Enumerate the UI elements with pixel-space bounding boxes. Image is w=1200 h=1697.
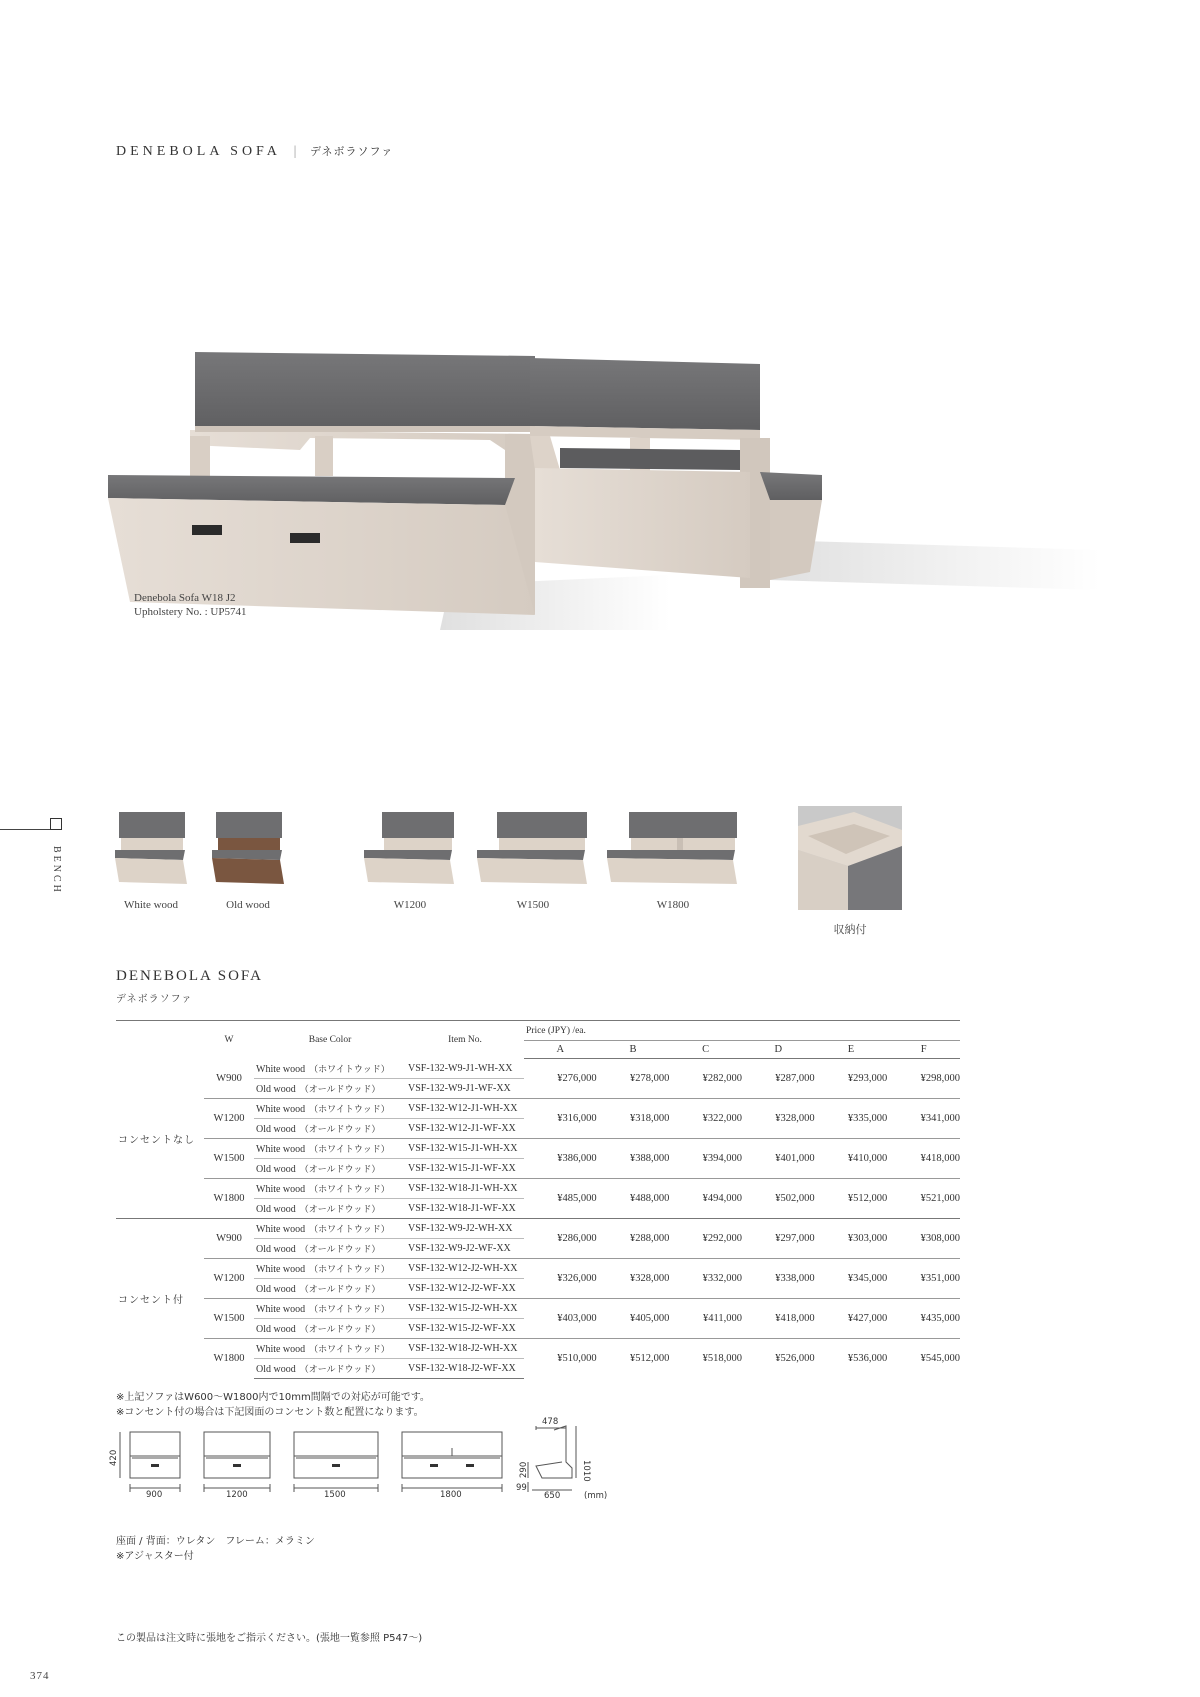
page-number: 374 <box>30 1670 50 1682</box>
base-color-cell <box>254 1179 406 1199</box>
price-cell: ¥512,000 <box>815 1179 888 1219</box>
base-color-en: White wood <box>256 1224 306 1235</box>
item-no-cell: VSF-132-W12-J1-WH-XX <box>406 1099 524 1119</box>
variant-old-wood-image <box>212 808 284 888</box>
variant-w1800 <box>607 808 739 911</box>
price-cell: ¥526,000 <box>742 1339 815 1379</box>
item-no-cell: VSF-132-W9-J2-WF-XX <box>406 1239 524 1259</box>
header-grade-b: B <box>597 1041 670 1059</box>
width-cell: W900 <box>216 1072 242 1084</box>
spec-notes <box>116 1534 315 1564</box>
price-cell: ¥403,000 <box>524 1299 597 1339</box>
price-cell: ¥345,000 <box>815 1259 888 1299</box>
variant-storage-image <box>798 806 902 910</box>
width-cell: W1200 <box>204 1259 254 1299</box>
group-label: コンセントなし <box>118 1134 195 1146</box>
width-cell: W1500 <box>204 1299 254 1339</box>
price-cell: ¥316,000 <box>524 1099 597 1139</box>
base-color-jp: （ホワイトウッド） <box>309 1305 390 1315</box>
variant-old-wood <box>212 808 284 911</box>
spec-materials: 座面 / 背面：ウレタン フレーム：メラミン <box>116 1536 315 1547</box>
item-no-cell: VSF-132-W9-J1-WF-XX <box>406 1079 524 1099</box>
price-table-body <box>116 1059 960 1379</box>
item-no-cell: VSF-132-W15-J2-WH-XX <box>406 1299 524 1319</box>
base-color-en: White wood <box>256 1144 306 1155</box>
side-category-tab <box>0 812 66 912</box>
variant-white-wood-image <box>115 808 187 888</box>
header-price: Price (JPY) /ea. <box>524 1021 960 1041</box>
variant-w1800-image <box>607 808 739 888</box>
price-cell: ¥510,000 <box>524 1339 597 1379</box>
base-color-cell <box>254 1159 406 1179</box>
price-cell: ¥292,000 <box>669 1219 742 1259</box>
variant-white-wood-label: White wood <box>123 899 179 911</box>
outlet-icon-1800-b <box>466 1464 474 1467</box>
table-row <box>116 1219 960 1239</box>
table-row <box>116 1179 960 1199</box>
price-cell: ¥341,000 <box>887 1099 960 1139</box>
outlet-icon-1200 <box>233 1464 241 1467</box>
bench-category-icon <box>50 818 62 830</box>
base-color-en: Old wood <box>256 1164 296 1175</box>
variant-w1800-label: W1800 <box>656 899 690 911</box>
base-color-en: Old wood <box>256 1084 296 1095</box>
header-base-color: Base Color <box>254 1021 406 1059</box>
table-row <box>116 1139 960 1159</box>
variant-w1500-image <box>477 808 589 888</box>
base-color-cell <box>254 1119 406 1139</box>
price-cell: ¥435,000 <box>887 1299 960 1339</box>
item-no-cell: VSF-132-W15-J1-WH-XX <box>406 1139 524 1159</box>
base-color-jp: （オールドウッド） <box>299 1125 381 1135</box>
base-color-jp: （オールドウッド） <box>299 1165 381 1175</box>
price-cell: ¥288,000 <box>597 1219 670 1259</box>
table-row <box>116 1259 960 1279</box>
price-cell: ¥394,000 <box>669 1139 742 1179</box>
base-color-en: White wood <box>256 1304 306 1315</box>
base-color-jp: （ホワイトウッド） <box>309 1345 390 1355</box>
price-cell: ¥410,000 <box>815 1139 888 1179</box>
notes <box>116 1390 430 1420</box>
price-cell: ¥287,000 <box>775 1073 815 1084</box>
dim-height-420: 420 <box>109 1449 119 1466</box>
base-color-en: White wood <box>256 1104 306 1115</box>
base-color-en: White wood <box>256 1063 306 1075</box>
outlet-icon-1500 <box>332 1464 340 1467</box>
base-color-cell <box>254 1279 406 1299</box>
table-row <box>116 1099 960 1119</box>
price-cell: ¥308,000 <box>887 1219 960 1259</box>
price-cell: ¥536,000 <box>815 1339 888 1379</box>
table-row <box>116 1059 960 1079</box>
price-cell: ¥386,000 <box>524 1139 597 1179</box>
table-row <box>116 1339 960 1359</box>
hero-sofa-left <box>108 352 535 615</box>
base-color-en: Old wood <box>256 1364 296 1375</box>
width-cell: W1800 <box>204 1179 254 1219</box>
base-color-cell <box>254 1059 406 1079</box>
variant-old-wood-label: Old wood <box>226 899 270 911</box>
price-cell: ¥303,000 <box>815 1219 888 1259</box>
price-cell: ¥318,000 <box>597 1099 670 1139</box>
outlet-icon-900 <box>151 1464 159 1467</box>
base-color-jp: （オールドウッド） <box>299 1325 381 1335</box>
dim-unit: (mm) <box>584 1491 608 1501</box>
item-no-cell: VSF-132-W18-J2-WH-XX <box>406 1339 524 1359</box>
item-no-cell: VSF-132-W12-J2-WH-XX <box>406 1259 524 1279</box>
base-color-en: Old wood <box>256 1324 296 1335</box>
variant-storage-label: 収納付 <box>833 924 867 936</box>
base-color-jp: （オールドウッド） <box>299 1245 381 1255</box>
price-cell: ¥282,000 <box>702 1073 742 1084</box>
base-color-cell <box>254 1319 406 1339</box>
item-no-cell: VSF-132-W15-J2-WF-XX <box>406 1319 524 1339</box>
price-cell: ¥405,000 <box>597 1299 670 1339</box>
dim-seat-height: 290 <box>519 1461 529 1478</box>
price-cell: ¥418,000 <box>742 1299 815 1339</box>
dim-width-1800: 1800 <box>440 1490 462 1500</box>
item-no-cell: VSF-132-W18-J1-WH-XX <box>406 1179 524 1199</box>
base-color-jp: （ホワイトウッド） <box>309 1105 390 1115</box>
base-color-cell <box>254 1259 406 1279</box>
base-color-en: White wood <box>256 1264 306 1275</box>
price-cell: ¥338,000 <box>742 1259 815 1299</box>
variant-storage <box>798 806 902 937</box>
base-color-cell <box>254 1219 406 1239</box>
dim-width-900: 900 <box>146 1490 163 1500</box>
price-cell: ¥427,000 <box>815 1299 888 1339</box>
price-cell: ¥328,000 <box>742 1099 815 1139</box>
price-cell: ¥297,000 <box>742 1219 815 1259</box>
price-cell: ¥388,000 <box>597 1139 670 1179</box>
base-color-jp: （オールドウッド） <box>299 1285 381 1295</box>
price-cell: ¥401,000 <box>742 1139 815 1179</box>
header-w: W <box>204 1021 254 1059</box>
price-cell: ¥418,000 <box>887 1139 960 1179</box>
variant-w1500-label: W1500 <box>516 899 550 911</box>
hero-shadow-right <box>770 540 1100 590</box>
table-header-row <box>116 1021 960 1041</box>
dim-base-height: 99 <box>516 1483 527 1493</box>
price-table <box>116 1020 960 1379</box>
order-note: この製品は注文時に張地をご指示ください。(張地一覧参照 P547～) <box>116 1633 423 1644</box>
item-no-cell: VSF-132-W15-J1-WF-XX <box>406 1159 524 1179</box>
price-cell: ¥286,000 <box>524 1219 597 1259</box>
dimension-diagrams <box>109 1417 636 1512</box>
page-header-title <box>116 143 393 160</box>
dim-width-1200: 1200 <box>226 1490 248 1500</box>
header-item-no: Item No. <box>406 1021 524 1059</box>
price-cell: ¥518,000 <box>669 1339 742 1379</box>
variant-w1200-image <box>364 808 456 888</box>
base-color-cell <box>254 1299 406 1319</box>
header-grade-d: D <box>742 1041 815 1059</box>
header-title-jp: デネボラソファ <box>309 145 394 158</box>
width-cell: W1800 <box>204 1339 254 1379</box>
section-subtitle: デネボラソファ <box>116 994 193 1005</box>
note-width-range: ※上記ソファはW600～W1800内で10mm間隔での対応が可能です。 <box>116 1392 430 1403</box>
item-no-cell: VSF-132-W9-J1-WH-XX <box>408 1062 513 1074</box>
item-no-cell: VSF-132-W9-J2-WH-XX <box>406 1219 524 1239</box>
base-color-cell <box>254 1199 406 1219</box>
price-cell: ¥494,000 <box>669 1179 742 1219</box>
base-color-jp: （ホワイトウッド） <box>309 1225 390 1235</box>
item-no-cell: VSF-132-W12-J2-WF-XX <box>406 1279 524 1299</box>
dim-side-height: 1010 <box>581 1460 591 1482</box>
variant-w1500 <box>477 808 589 911</box>
base-color-en: Old wood <box>256 1284 296 1295</box>
variant-w1200-label: W1200 <box>393 899 427 911</box>
price-cell: ¥351,000 <box>887 1259 960 1299</box>
header-grade-c: C <box>669 1041 742 1059</box>
price-cell: ¥293,000 <box>847 1073 888 1084</box>
price-cell: ¥298,000 <box>920 1073 960 1084</box>
price-cell: ¥322,000 <box>669 1099 742 1139</box>
price-cell: ¥332,000 <box>669 1259 742 1299</box>
group-label: コンセント付 <box>116 1219 204 1379</box>
variant-thumbnails <box>110 808 910 938</box>
hero-caption <box>134 591 246 619</box>
hero-caption-upholstery: Upholstery No. : UP5741 <box>134 606 247 618</box>
base-color-cell <box>254 1239 406 1259</box>
width-cell: W1200 <box>204 1099 254 1139</box>
section-title: DENEBOLA SOFA <box>116 968 263 984</box>
variant-w1200 <box>364 808 456 911</box>
base-color-cell <box>254 1359 406 1379</box>
price-cell: ¥328,000 <box>597 1259 670 1299</box>
base-color-en: Old wood <box>256 1204 296 1215</box>
price-cell: ¥512,000 <box>597 1339 670 1379</box>
base-color-en: Old wood <box>256 1244 296 1255</box>
base-color-cell <box>254 1339 406 1359</box>
price-cell: ¥411,000 <box>669 1299 742 1339</box>
header-grade-e: E <box>815 1041 888 1059</box>
base-color-cell <box>254 1079 406 1099</box>
price-cell: ¥485,000 <box>524 1179 597 1219</box>
variant-white-wood <box>115 808 187 911</box>
hero-product-image <box>110 340 1110 630</box>
header-separator: | <box>293 144 297 159</box>
price-cell: ¥488,000 <box>597 1179 670 1219</box>
dim-width-1500: 1500 <box>324 1490 346 1500</box>
price-cell: ¥335,000 <box>815 1099 888 1139</box>
hero-caption-model: Denebola Sofa W18 J2 <box>134 592 236 604</box>
item-no-cell: VSF-132-W12-J1-WF-XX <box>406 1119 524 1139</box>
side-tab-label: BENCH <box>51 846 62 895</box>
base-color-jp: （オールドウッド） <box>299 1205 381 1215</box>
table-row <box>116 1299 960 1319</box>
price-cell: ¥521,000 <box>887 1179 960 1219</box>
dim-side-depth: 650 <box>544 1491 561 1501</box>
width-cell: W1500 <box>204 1139 254 1179</box>
price-cell: ¥326,000 <box>524 1259 597 1299</box>
item-no-cell: VSF-132-W18-J2-WF-XX <box>406 1359 524 1379</box>
spec-adjuster: ※アジャスター付 <box>116 1551 194 1562</box>
item-no-cell: VSF-132-W18-J1-WF-XX <box>406 1199 524 1219</box>
base-color-en: White wood <box>256 1184 306 1195</box>
base-color-jp: （オールドウッド） <box>299 1085 381 1095</box>
outlet-icon-1800-a <box>430 1464 438 1467</box>
note-outlet-layout: ※コンセント付の場合は下記図面のコンセント数と配置になります。 <box>116 1407 424 1418</box>
base-color-cell <box>254 1099 406 1119</box>
price-cell: ¥545,000 <box>887 1339 960 1379</box>
base-color-en: White wood <box>256 1344 306 1355</box>
header-title-en: DENEBOLA SOFA <box>116 144 281 159</box>
width-cell: W900 <box>204 1219 254 1259</box>
outlet-icons <box>151 1464 474 1467</box>
price-cell: ¥278,000 <box>629 1073 670 1084</box>
base-color-cell <box>254 1139 406 1159</box>
dim-side-depth-top: 478 <box>542 1417 559 1427</box>
base-color-jp: （ホワイトウッド） <box>309 1185 390 1195</box>
header-group <box>116 1021 204 1059</box>
base-color-jp: （オールドウッド） <box>299 1365 381 1375</box>
base-color-en: Old wood <box>256 1124 296 1135</box>
base-color-jp: （ホワイトウッド） <box>309 1265 390 1275</box>
side-tab-rule <box>0 829 50 830</box>
price-cell: ¥276,000 <box>557 1073 597 1084</box>
price-cell: ¥502,000 <box>742 1179 815 1219</box>
base-color-jp: （ホワイトウッド） <box>309 1064 390 1075</box>
header-grade-a: A <box>524 1041 597 1059</box>
hero-sofa-right <box>530 358 822 588</box>
header-grade-f: F <box>887 1041 960 1059</box>
base-color-jp: （ホワイトウッド） <box>309 1145 390 1155</box>
